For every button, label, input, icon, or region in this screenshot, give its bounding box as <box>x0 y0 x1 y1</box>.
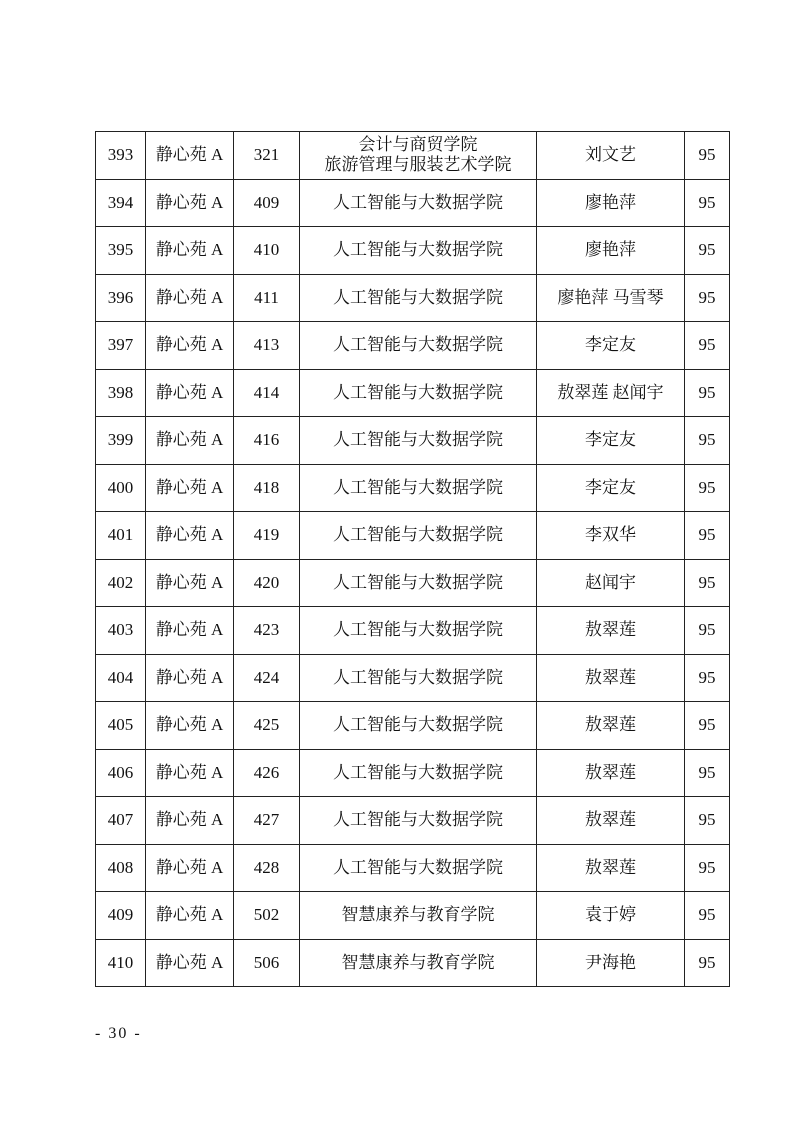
college-name-line: 人工智能与大数据学院 <box>333 335 503 355</box>
college-cell <box>300 844 537 892</box>
tutor-cell: 廖艳萍 <box>537 227 685 275</box>
room-number-cell: 418 <box>234 464 300 512</box>
tutor-cell: 廖艳萍 <box>537 179 685 227</box>
row-number-cell: 393 <box>96 132 146 180</box>
college-cell <box>300 369 537 417</box>
building-cell: 静心苑 A <box>146 559 234 607</box>
row-number-cell: 401 <box>96 512 146 560</box>
building-cell: 静心苑 A <box>146 844 234 892</box>
table-row <box>96 417 730 465</box>
tutor-cell: 李定友 <box>537 322 685 370</box>
college-name-line: 人工智能与大数据学院 <box>333 572 503 592</box>
score-cell: 95 <box>685 559 730 607</box>
college-name-line: 人工智能与大数据学院 <box>333 667 503 687</box>
table-row <box>96 844 730 892</box>
table-row <box>96 939 730 987</box>
building-cell: 静心苑 A <box>146 417 234 465</box>
score-cell: 95 <box>685 749 730 797</box>
row-number-cell: 408 <box>96 844 146 892</box>
table-row <box>96 797 730 845</box>
building-cell: 静心苑 A <box>146 892 234 940</box>
score-cell: 95 <box>685 797 730 845</box>
score-cell: 95 <box>685 132 730 180</box>
dormitory-score-table <box>95 131 730 987</box>
building-cell: 静心苑 A <box>146 132 234 180</box>
building-cell: 静心苑 A <box>146 322 234 370</box>
room-number-cell: 410 <box>234 227 300 275</box>
tutor-cell: 刘文艺 <box>537 132 685 180</box>
college-name-line: 人工智能与大数据学院 <box>333 382 503 402</box>
table-row <box>96 607 730 655</box>
college-cell <box>300 939 537 987</box>
score-cell: 95 <box>685 939 730 987</box>
college-cell <box>300 607 537 655</box>
row-number-cell: 399 <box>96 417 146 465</box>
score-cell: 95 <box>685 179 730 227</box>
table-row <box>96 132 730 180</box>
row-number-cell: 394 <box>96 179 146 227</box>
row-number-cell: 406 <box>96 749 146 797</box>
score-cell: 95 <box>685 322 730 370</box>
building-cell: 静心苑 A <box>146 607 234 655</box>
table-body <box>96 132 730 987</box>
table-row <box>96 227 730 275</box>
row-number-cell: 396 <box>96 274 146 322</box>
score-cell: 95 <box>685 417 730 465</box>
college-name-line: 人工智能与大数据学院 <box>333 477 503 497</box>
room-number-cell: 409 <box>234 179 300 227</box>
row-number-cell: 403 <box>96 607 146 655</box>
row-number-cell: 409 <box>96 892 146 940</box>
college-name-line: 人工智能与大数据学院 <box>333 525 503 545</box>
building-cell: 静心苑 A <box>146 939 234 987</box>
table-row <box>96 322 730 370</box>
tutor-cell: 赵闻宇 <box>537 559 685 607</box>
row-number-cell: 402 <box>96 559 146 607</box>
tutor-cell: 敖翠莲 <box>537 654 685 702</box>
score-cell: 95 <box>685 654 730 702</box>
room-number-cell: 423 <box>234 607 300 655</box>
building-cell: 静心苑 A <box>146 512 234 560</box>
table-row <box>96 702 730 750</box>
college-name-line: 人工智能与大数据学院 <box>333 192 503 212</box>
college-cell <box>300 179 537 227</box>
college-name-line: 人工智能与大数据学院 <box>333 715 503 735</box>
table-row <box>96 892 730 940</box>
college-cell <box>300 464 537 512</box>
building-cell: 静心苑 A <box>146 274 234 322</box>
building-cell: 静心苑 A <box>146 369 234 417</box>
tutor-cell: 尹海艳 <box>537 939 685 987</box>
table-row <box>96 749 730 797</box>
room-number-cell: 428 <box>234 844 300 892</box>
college-name-line: 智慧康养与教育学院 <box>341 905 495 925</box>
college-cell <box>300 417 537 465</box>
college-name-line: 人工智能与大数据学院 <box>333 430 503 450</box>
table-row <box>96 464 730 512</box>
college-name-line: 旅游管理与服装艺术学院 <box>324 155 512 175</box>
score-cell: 95 <box>685 464 730 512</box>
college-cell <box>300 654 537 702</box>
building-cell: 静心苑 A <box>146 702 234 750</box>
room-number-cell: 426 <box>234 749 300 797</box>
tutor-cell: 敖翠莲 <box>537 749 685 797</box>
college-name-line: 会计与商贸学院 <box>358 135 478 155</box>
room-number-cell: 411 <box>234 274 300 322</box>
table-row <box>96 369 730 417</box>
score-cell: 95 <box>685 892 730 940</box>
table-row <box>96 654 730 702</box>
room-number-cell: 321 <box>234 132 300 180</box>
row-number-cell: 404 <box>96 654 146 702</box>
college-cell <box>300 274 537 322</box>
tutor-cell: 敖翠莲 <box>537 702 685 750</box>
room-number-cell: 416 <box>234 417 300 465</box>
table-row <box>96 274 730 322</box>
college-cell <box>300 797 537 845</box>
college-cell <box>300 132 537 180</box>
row-number-cell: 397 <box>96 322 146 370</box>
building-cell: 静心苑 A <box>146 179 234 227</box>
college-cell <box>300 749 537 797</box>
college-name-line: 人工智能与大数据学院 <box>333 762 503 782</box>
tutor-cell: 敖翠莲 赵闻宇 <box>537 369 685 417</box>
room-number-cell: 413 <box>234 322 300 370</box>
room-number-cell: 420 <box>234 559 300 607</box>
college-name-line: 智慧康养与教育学院 <box>341 952 495 972</box>
tutor-cell: 敖翠莲 <box>537 607 685 655</box>
room-number-cell: 506 <box>234 939 300 987</box>
row-number-cell: 395 <box>96 227 146 275</box>
table-row <box>96 179 730 227</box>
score-cell: 95 <box>685 702 730 750</box>
room-number-cell: 427 <box>234 797 300 845</box>
college-name-line: 人工智能与大数据学院 <box>333 620 503 640</box>
building-cell: 静心苑 A <box>146 464 234 512</box>
room-number-cell: 419 <box>234 512 300 560</box>
row-number-cell: 398 <box>96 369 146 417</box>
college-cell <box>300 512 537 560</box>
college-name-line: 人工智能与大数据学院 <box>333 810 503 830</box>
room-number-cell: 424 <box>234 654 300 702</box>
room-number-cell: 502 <box>234 892 300 940</box>
row-number-cell: 400 <box>96 464 146 512</box>
building-cell: 静心苑 A <box>146 749 234 797</box>
page-number: - 30 - <box>95 1025 142 1042</box>
college-cell <box>300 322 537 370</box>
college-cell <box>300 559 537 607</box>
score-cell: 95 <box>685 274 730 322</box>
tutor-cell: 李定友 <box>537 417 685 465</box>
row-number-cell: 405 <box>96 702 146 750</box>
row-number-cell: 410 <box>96 939 146 987</box>
tutor-cell: 敖翠莲 <box>537 797 685 845</box>
score-cell: 95 <box>685 512 730 560</box>
score-cell: 95 <box>685 844 730 892</box>
tutor-cell: 李双华 <box>537 512 685 560</box>
tutor-cell: 李定友 <box>537 464 685 512</box>
building-cell: 静心苑 A <box>146 654 234 702</box>
tutor-cell: 廖艳萍 马雪琴 <box>537 274 685 322</box>
score-cell: 95 <box>685 227 730 275</box>
building-cell: 静心苑 A <box>146 797 234 845</box>
college-name-line: 人工智能与大数据学院 <box>333 287 503 307</box>
table-row <box>96 559 730 607</box>
college-name-line: 人工智能与大数据学院 <box>333 240 503 260</box>
room-number-cell: 414 <box>234 369 300 417</box>
score-cell: 95 <box>685 369 730 417</box>
college-cell <box>300 892 537 940</box>
room-number-cell: 425 <box>234 702 300 750</box>
score-cell: 95 <box>685 607 730 655</box>
tutor-cell: 袁于婷 <box>537 892 685 940</box>
building-cell: 静心苑 A <box>146 227 234 275</box>
college-cell <box>300 702 537 750</box>
row-number-cell: 407 <box>96 797 146 845</box>
college-name-line: 人工智能与大数据学院 <box>333 857 503 877</box>
tutor-cell: 敖翠莲 <box>537 844 685 892</box>
college-cell <box>300 227 537 275</box>
table-row <box>96 512 730 560</box>
